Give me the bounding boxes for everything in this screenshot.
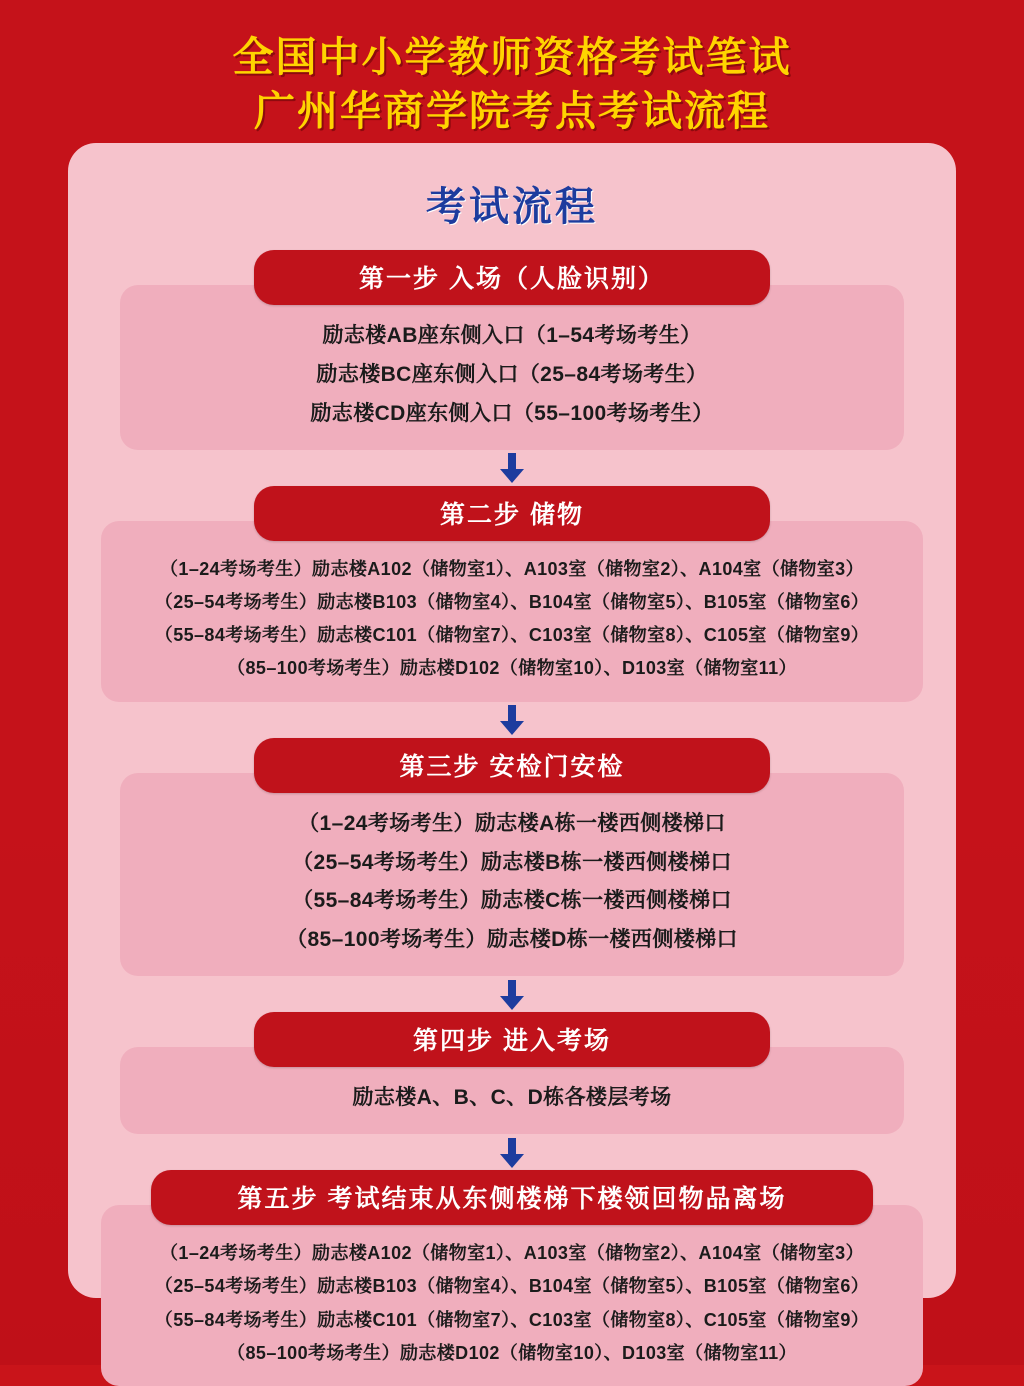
- step-1-body: [120, 285, 904, 450]
- step-3-line-3: （55–84考场考生）励志楼C栋一楼西侧楼梯口: [292, 889, 732, 913]
- arrow-down-icon: [499, 1144, 525, 1161]
- step-3-body: [120, 773, 904, 976]
- step-2-line-4: （85–100考场考生）励志楼D102（储物室10）、D103室（储物室11）: [227, 658, 797, 679]
- arrow-4: [90, 1136, 934, 1170]
- arrow-3: [90, 978, 934, 1012]
- step-2-line-3: （55–84考场考生）励志楼C101（储物室7）、C103室（储物室8）、C105室（储物室9）: [154, 625, 870, 646]
- panel-title: 考试流程: [426, 185, 598, 229]
- header-title-line-1: 全国中小学教师资格考试笔试: [232, 34, 792, 80]
- arrow-1: [90, 452, 934, 486]
- step-2: [90, 486, 934, 702]
- step-1-header: 第一步 入场（人脸识别）: [254, 250, 770, 305]
- step-3-line-4: （85–100考场考生）励志楼D栋一楼西侧楼梯口: [286, 928, 738, 952]
- header-title-line-2: 广州华商学院考点考试流程: [254, 88, 770, 135]
- arrow-down-icon: [499, 460, 525, 477]
- step-1: [90, 250, 934, 450]
- step-5: [90, 1170, 934, 1386]
- arrow-down-icon: [499, 712, 525, 729]
- step-2-line-1: （1–24考场考生）励志楼A102（储物室1）、A103室（储物室2）、A104室（储物室3）: [160, 558, 864, 579]
- step-2-line-2: （25–54考场考生）励志楼B103（储物室4）、B104室（储物室5）、B105室（储物室6）: [154, 591, 870, 612]
- step-1-line-1: 励志楼AB座东侧入口（1–54考场考生）: [322, 324, 702, 347]
- step-2-body: [101, 521, 923, 702]
- step-5-header: 第五步 考试结束从东侧楼梯下楼领回物品离场: [151, 1170, 873, 1225]
- step-5-body: [101, 1205, 923, 1386]
- step-1-line-2: 励志楼BC座东侧入口（25–84考场考生）: [316, 362, 708, 386]
- arrow-down-icon: [499, 986, 525, 1003]
- step-5-line-1: （1–24考场考生）励志楼A102（储物室1）、A103室（储物室2）、A104室（储物室3）: [160, 1242, 864, 1263]
- step-3: [90, 738, 934, 976]
- step-2-header: 第二步 储物: [254, 486, 770, 541]
- step-4-header: 第四步 进入考场: [254, 1012, 770, 1067]
- arrow-2: [90, 704, 934, 738]
- step-4: [90, 1012, 934, 1134]
- step-3-line-2: （25–54考场考生）励志楼B栋一楼西侧楼梯口: [292, 850, 732, 874]
- step-4-line-1: 励志楼A、B、C、D栋各楼层考场: [352, 1086, 672, 1110]
- step-3-header: 第三步 安检门安检: [254, 738, 770, 793]
- flow-panel: [68, 143, 956, 1363]
- step-5-line-3: （55–84考场考生）励志楼C101（储物室7）、C103室（储物室8）、C105室（储物室9）: [154, 1309, 870, 1330]
- step-5-line-2: （25–54考场考生）励志楼B103（储物室4）、B104室（储物室5）、B105室（储物室6）: [154, 1276, 870, 1297]
- step-3-line-1: （1–24考场考生）励志楼A栋一楼西侧楼梯口: [298, 811, 726, 835]
- step-5-line-4: （85–100考场考生）励志楼D102（储物室10）、D103室（储物室11）: [227, 1342, 797, 1363]
- step-1-line-3: 励志楼CD座东侧入口（55–100考场考生）: [310, 401, 714, 425]
- poster-header: [0, 0, 1024, 138]
